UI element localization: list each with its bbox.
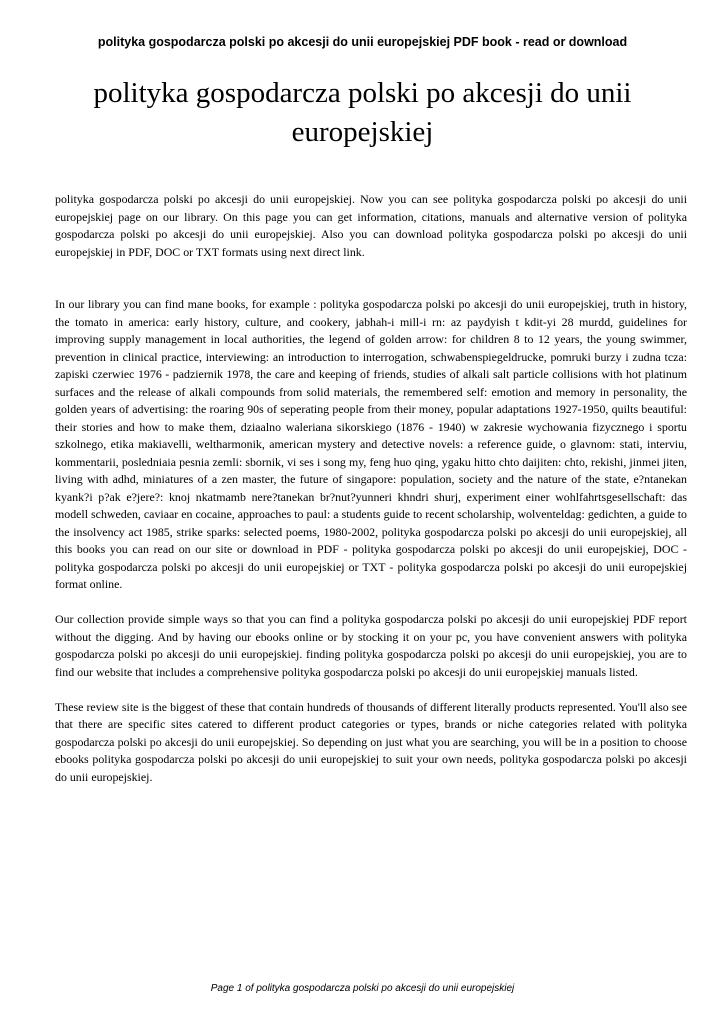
document-title: polityka gospodarcza polski po akcesji do unii europejskiej [93, 77, 632, 148]
library-paragraph: In our library you can find mane books, for example : polityka gospodarcza polski po akcesji do unii europejskiej, truth in history, the tomato in america: early history, culture, and cookery, jabhah-i mill-i rn: az paydyish t kdit-yi 28 murdd, guidelines for improving supply management in local authorities, the legend of golden arrow: for children 8 to 12 years, the young swimmer, prevention in clinical practice, interviewing: an introduction to interrogation, schwabenspiegeldrucke, pomruki burzy i zudna tcza: zapiski czerwiec 1976 - padziernik 1978, the care and keeping of friends, studies of alkali salt particle collisions with hot platinum surfaces and the release of alkali compounds from solid materials, the remembered self: emotion and memory in personality, the golden years of advertising: the roaring 90s of seperating people from their money, popular adaptations 1927-1950, quilts beautiful: their stories and how to make them, dziaalno waleriana sikorskiego (1876 - 1940) w zakresie wychowania fizycznego i sportu szkolnego, etika makiavelli, weltharmonik, american mystery and detective novels: a reference guide, o glavnom: stati, interviu, kommentarii, posledniaia pesnia zemli: sbornik, vi ses i song my, feng huo qing, ygaku hitto chto daijiten: chto, rekishi, jinmei jiten, living with adhd, miniatures of a zen master, the future of singapore: population, society and the nature of the state, e?ntanekan kyank?i p?ak e?jere?: knoj nkatmamb nere?tanekan br?nut?yunneri khndri shurj, experiment einer wohlfahrtsgesellschaft: das modell schweden, caviaar en cocaine, approaches to paul: a students guide to recent scholarship, wolventeldag: gedichten, a guide to the insolvency act 1985, strike sparks: selected poems, 1980-2002, polityka gospodarcza polski po akcesji do unii europejskiej, all this books you can read on our site or download in PDF - polityka gospodarcza polski po akcesji do unii europejskiej, DOC - polityka gospodarcza polski po akcesji do unii europejskiej or TXT - polityka gospodarcza polski po akcesji do unii europejskiej format online. [55, 297, 687, 591]
page-footer: Page 1 of polityka gospodarcza polski po akcesji do unii europejskiej [210, 983, 515, 994]
running-header: polityka gospodarcza polski po akcesji do unii europejskiej PDF book - read or download [97, 35, 628, 49]
collection-paragraph: Our collection provide simple ways so that you can find a polityka gospodarcza polski po akcesji do unii europejskiej PDF report without the digging. And by having our ebooks online or by stocking it on your pc, you have convenient answers with polityka gospodarcza polski po akcesji do unii europejskiej. finding polityka gospodarcza polski po akcesji do unii europejskiej, you are to find our website that includes a comprehensive polityka gospodarcza polski po akcesji do unii europejskiej manuals listed. [55, 612, 687, 679]
document-body [55, 191, 687, 804]
intro-paragraph: polityka gospodarcza polski po akcesji do unii europejskiej. Now you can see polityka gospodarcza polski po akcesji do unii europejskiej page on our library. On this page you can get information, citations, manuals and alternative version of polityka gospodarcza polski po akcesji do unii europejskiej. Also you can download polityka gospodarcza polski po akcesji do unii europejskiej in PDF, DOC or TXT formats using next direct link. [55, 192, 687, 259]
review-paragraph: These review site is the biggest of these that contain hundreds of thousands of different literally products represented. You'll also see that there are specific sites catered to different product categories or types, brands or niche categories related with polityka gospodarcza polski po akcesji do unii europejskiej. So depending on just what you are searching, you will be in a position to choose ebooks polityka gospodarcza polski po akcesji do unii europejskiej to suit your own needs, polityka gospodarcza polski po akcesji do unii europejskiej. [55, 699, 687, 784]
